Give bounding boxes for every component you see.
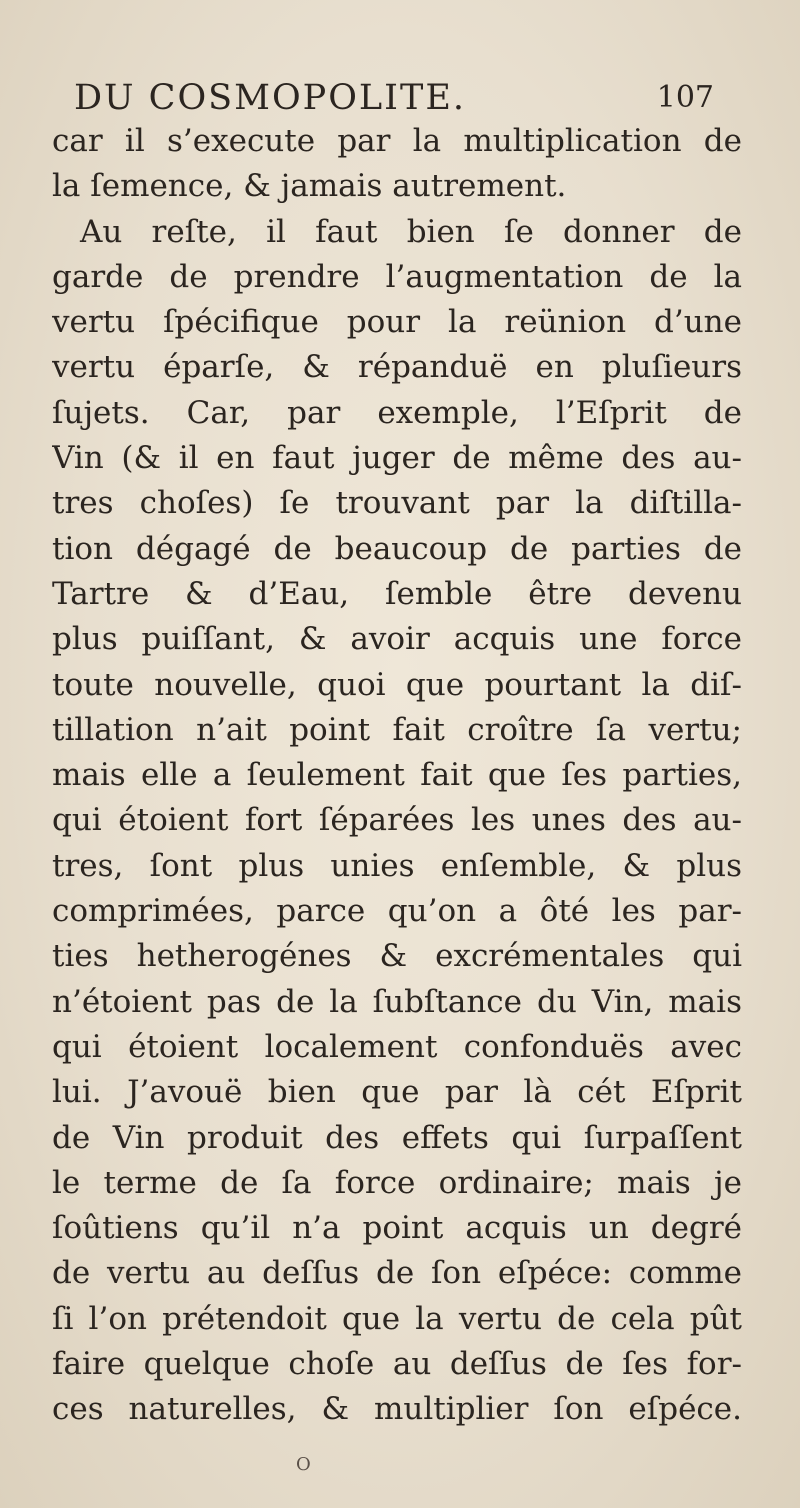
signature-mark: O: [296, 1454, 311, 1475]
text-line: tres, ſont plus unies enſemble, & plus: [52, 847, 742, 884]
text-line: qui étoient fort ſéparées les unes des au-: [52, 802, 742, 839]
text-line: le terme de ſa force ordinaire; mais je: [52, 1164, 742, 1201]
text-line: tres choſes) ſe trouvant par la diſtilla-: [52, 485, 742, 522]
text-line: toute nouvelle, quoi que pourtant la diſ-: [52, 666, 742, 703]
body-text: [52, 119, 742, 1433]
page-header: [74, 78, 714, 124]
text-line: tion dégagé de beaucoup de parties de: [52, 530, 742, 567]
text-line: la ſemence, & jamais autrement.: [52, 168, 567, 205]
text-line: garde de prendre l’augmentation de la: [52, 258, 742, 295]
text-line: vertu éparſe, & répanduë en pluſieurs: [52, 349, 742, 386]
text-line: ſi l’on prétendoit que la vertu de cela pût: [52, 1300, 742, 1337]
text-line: comprimées, parce qu’on a ôté les par-: [52, 893, 742, 930]
text-line: ſujets. Car, par exemple, l’Eſprit de: [52, 394, 742, 431]
text-line: ces naturelles, & multiplier ſon eſpéce.: [52, 1391, 742, 1428]
text-line: vertu ſpécifique pour la reünion d’une: [52, 304, 742, 341]
text-line: de vertu au deſſus de ſon eſpéce: comme: [52, 1255, 742, 1292]
text-line: n’étoient pas de la ſubſtance du Vin, mais: [52, 983, 742, 1020]
text-line: Tartre & d’Eau, ſemble être devenu: [52, 575, 742, 612]
text-line: qui étoient localement confonduës avec: [52, 1028, 742, 1065]
text-line: Vin (& il en faut juger de même des au-: [52, 440, 742, 477]
text-line: ſoûtiens qu’il n’a point acquis un degré: [52, 1210, 742, 1247]
text-line: tillation n’ait point fait croître ſa vertu;: [52, 711, 742, 748]
text-line: ties hetherogénes & excrémentales qui: [52, 938, 742, 975]
text-line: mais elle a ſeulement fait que ſes parties,: [52, 757, 742, 794]
text-line: lui. J’avouë bien que par là cét Eſprit: [52, 1074, 742, 1111]
text-line: faire quelque choſe au deſſus de ſes for-: [52, 1346, 742, 1383]
running-title: DU COSMOPOLITE.: [74, 78, 466, 118]
text-line: plus puiſſant, & avoir acquis une force: [52, 621, 742, 658]
text-line: de Vin produit des effets qui ſurpaſſent: [52, 1119, 742, 1156]
text-line: Au reſte, il faut bien ſe donner de: [80, 213, 742, 250]
page-number: 107: [656, 80, 714, 115]
text-line: car il s’execute par la multiplication de: [52, 123, 742, 159]
